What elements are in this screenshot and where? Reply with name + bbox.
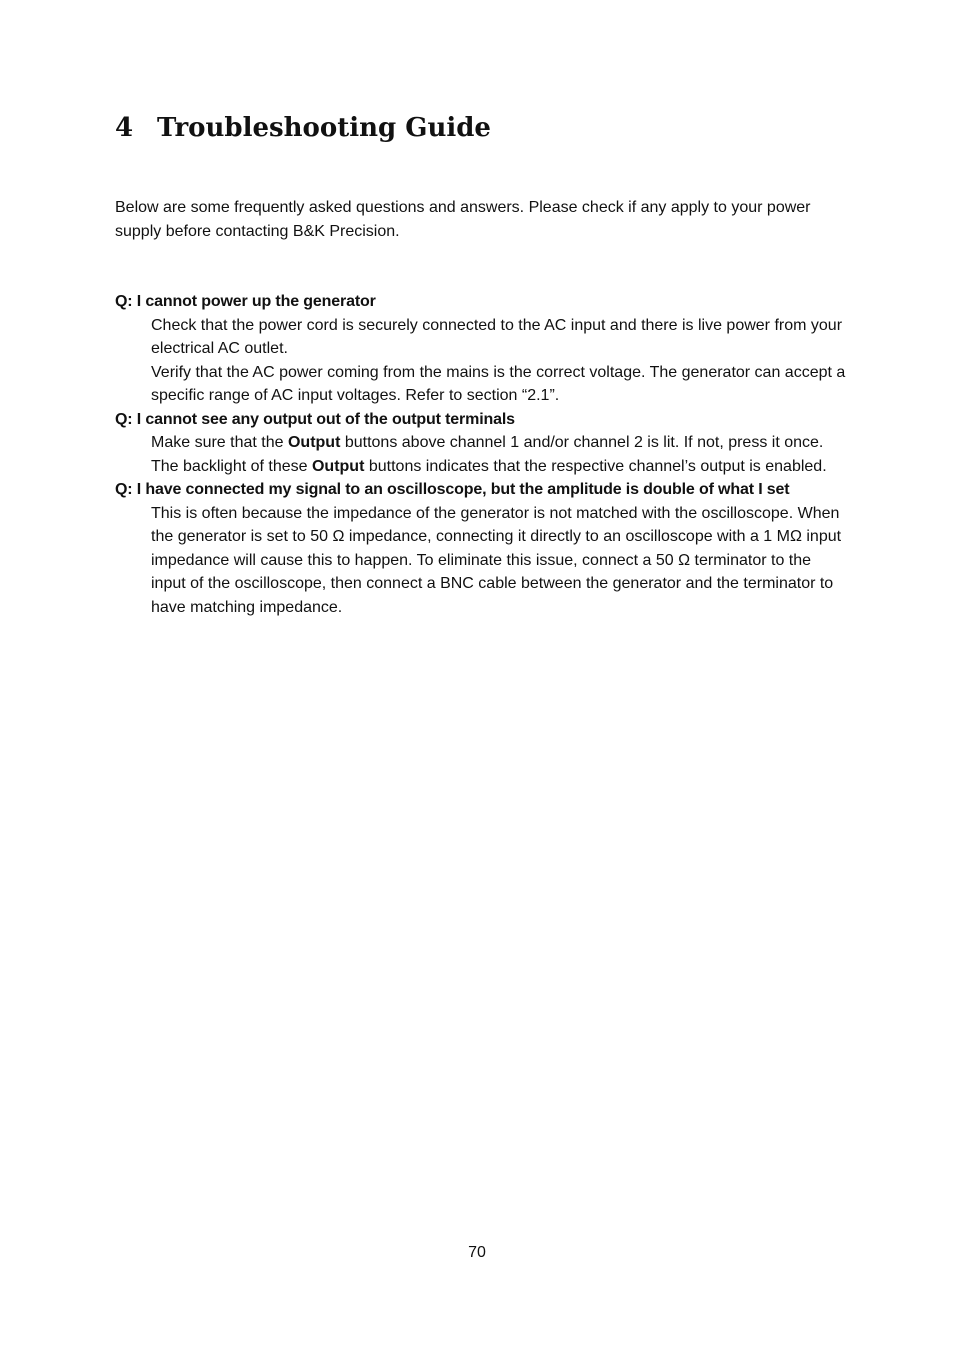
answer-text: buttons above channel 1 and/or channel 2 is lit. If not, press it once. The backlight of these [151,434,824,475]
section-heading [115,113,491,143]
output-button-term: Output [287,434,341,451]
faq-item [115,478,850,619]
faq-answer [115,502,850,620]
page-number: 70 [468,1244,486,1261]
faq-answer [115,431,850,478]
faq-answer-paragraph: This is often because the impedance of the generator is not matched with the oscilloscope. When the generator is set to 50 Ω impedance, connecting it directly to an oscilloscope with a 1 MΩ input impedance will cause this to happen. To eliminate this issue, connect a 50 Ω terminator to the input of the oscilloscope, then connect a BNC cable between the generator and the terminator to have matching impedance. [151,504,842,616]
section-number: 4 [115,113,134,143]
faq-answer-paragraph [151,431,850,478]
faq-item [115,408,850,479]
faq-answer-paragraph: Check that the power cord is securely connected to the AC input and there is live power from your electrical AC outlet. [151,316,843,357]
faq-answer-paragraph: Verify that the AC power coming from the mains is the correct voltage. The generator can accept a specific range of AC input voltages. Refer to section “2.1”. [151,363,846,404]
intro-paragraph: Below are some frequently asked questions and answers. Please check if any apply to your power supply before contacting B&K Precision. [115,199,811,240]
faq-question: Q: I cannot power up the generator [115,293,376,310]
output-button-term: Output [311,457,365,475]
faq-list [115,290,850,619]
faq-answer [115,314,850,408]
answer-text: buttons indicates that the respective channel’s output is enabled. [364,457,827,475]
faq-item [115,290,850,408]
answer-text: Make sure that the [151,434,288,451]
faq-question: Q: I have connected my signal to an oscilloscope, but the amplitude is double of what I set [115,481,790,498]
section-title: Troubleshooting Guide [157,113,491,143]
faq-question: Q: I cannot see any output out of the output terminals [115,410,515,428]
